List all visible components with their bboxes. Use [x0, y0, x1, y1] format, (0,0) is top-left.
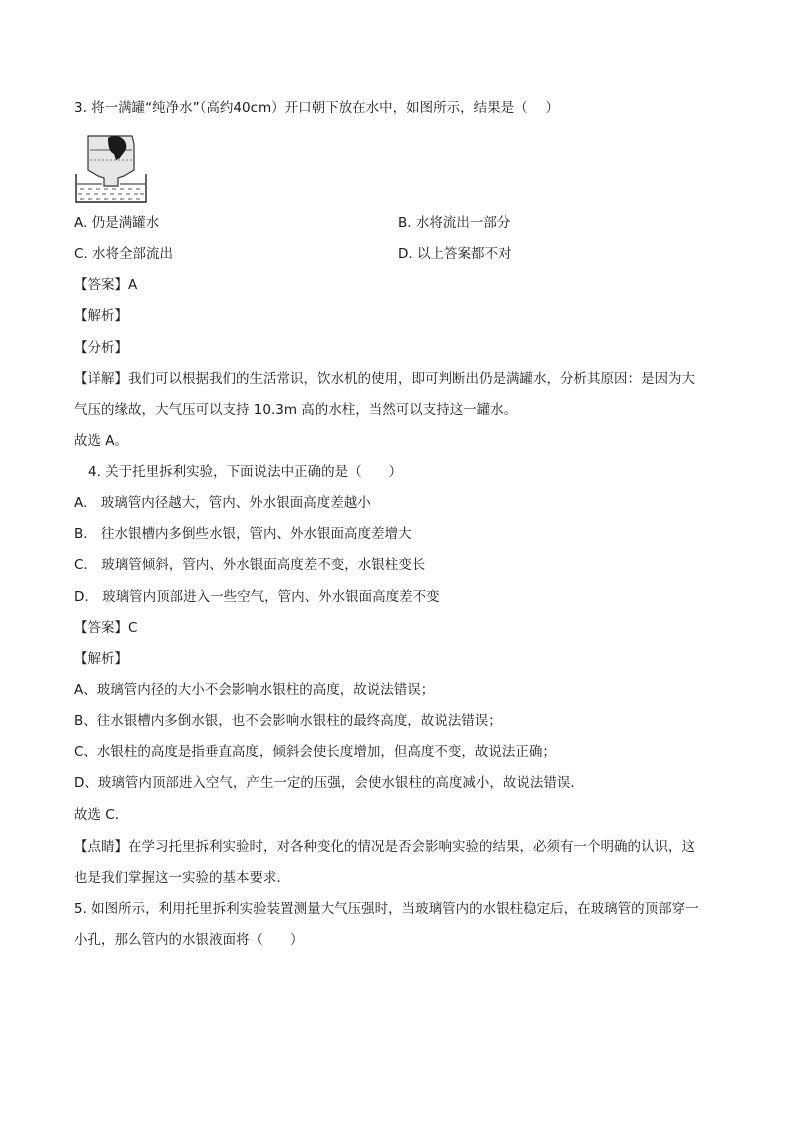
q3-answer-line	[74, 276, 137, 294]
q3-analysis-tag: 【解析】	[74, 308, 128, 324]
inverted-bottle-figure	[74, 130, 150, 206]
q3-conclusion: 故选 A。	[74, 433, 129, 449]
q3-detail-text1: 我们可以根据我们的生活常识，饮水机的使用，即可判断出仍是满罐水，分析其原因：是因为大	[128, 371, 695, 387]
q4-comment-tag: 【点睛】	[74, 839, 128, 855]
q4-explanation-b: B、往水银槽内多倒水银，也不会影响水银柱的最终高度，故说法错误；	[74, 713, 502, 729]
q5-stem-line1: 5. 如图所示，利用托里拆利实验装置测量大气压强时，当玻璃管内的水银柱稳定后，在玻璃管的顶部穿一	[74, 901, 699, 917]
q4-analysis-tag: 【解析】	[74, 651, 128, 667]
q4-answer-tag: 【答案】	[74, 620, 128, 636]
q4-stem: 4. 关于托里拆利实验，下面说法中正确的是（ ）	[88, 464, 403, 480]
q3-option-a: A. 仍是满罐水	[74, 215, 160, 231]
q3-option-b: B. 水将流出一部分	[398, 215, 511, 231]
q4-option-a: A. 玻璃管内径越大，管内、外水银面高度差越小	[74, 495, 371, 511]
q4-option-d: D. 玻璃管内顶部进入一些空气，管内、外水银面高度差不变	[74, 589, 440, 605]
q3-detail-tag: 【详解】	[74, 371, 128, 387]
q4-comment-line1	[74, 838, 695, 856]
q4-option-c: C. 玻璃管倾斜，管内、外水银面高度差不变，水银柱变长	[74, 557, 426, 573]
q3-option-c: C. 水将全部流出	[74, 246, 174, 262]
q3-detail-line2: 气压的缘故，大气压可以支持 10.3m 高的水柱，当然可以支持这一罐水。	[74, 402, 518, 418]
q4-answer: C	[128, 620, 138, 636]
q3-fenxi-tag: 【分析】	[74, 340, 128, 356]
q4-explanation-a: A、玻璃管内径的大小不会影响水银柱的高度，故说法错误；	[74, 682, 435, 698]
q4-comment-text1: 在学习托里拆利实验时，对各种变化的情况是否会影响实验的结果，必须有一个明确的认识，这	[128, 839, 695, 855]
q4-conclusion: 故选 C．	[74, 807, 129, 823]
q3-detail-line1	[74, 370, 695, 388]
q3-option-d: D. 以上答案都不对	[398, 246, 512, 262]
q3-answer-tag: 【答案】	[74, 277, 128, 293]
q4-explanation-c: C、水银柱的高度是指垂直高度，倾斜会使长度增加，但高度不变，故说法正确；	[74, 744, 556, 760]
q4-answer-line	[74, 619, 137, 637]
q3-answer: A	[128, 277, 138, 293]
q3-stem: 3. 将一满罐“纯净水”（高约40cm）开口朝下放在水中，如图所示，结果是（ ）	[74, 100, 559, 116]
q5-stem-line2: 小孔，那么管内的水银液面将（ ）	[74, 932, 304, 948]
q4-comment-line2: 也是我们掌握这一实验的基本要求．	[74, 870, 290, 886]
q4-option-b: B. 往水银槽内多倒些水银，管内、外水银面高度差增大	[74, 526, 412, 542]
q4-explanation-d: D、玻璃管内顶部进入空气，产生一定的压强，会使水银柱的高度减小，故说法错误．	[74, 775, 584, 791]
